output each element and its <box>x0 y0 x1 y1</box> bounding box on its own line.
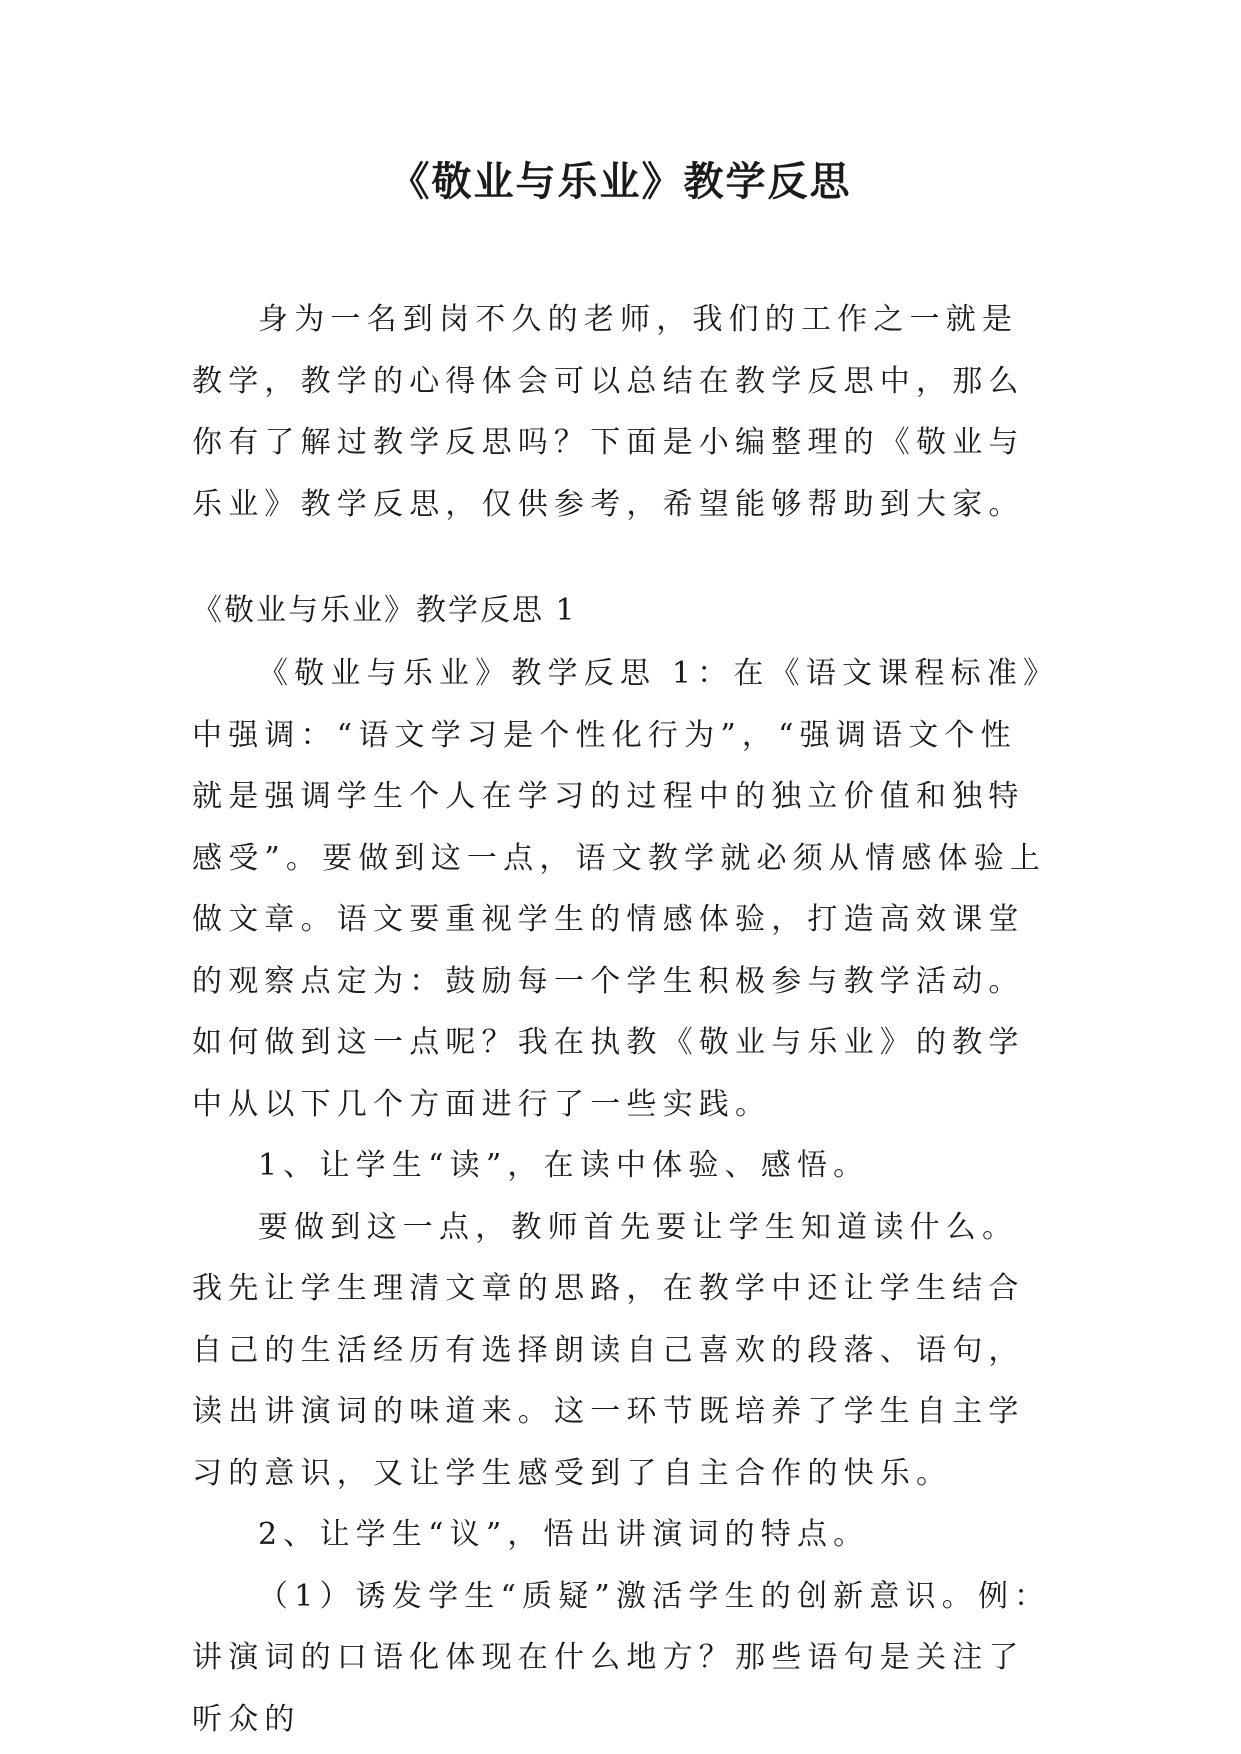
body-paragraph: 《敬业与乐业》教学反思 1：在《语文课程标准》中强调：“语文学习是个性化行为”，“强调语文个性就是强调学生个人在学习的过程中的独立价值和独特感受”。要做到这一点，语文教学就必须从情感体验上做文章。语文要重视学生的情感体验，打造高效课堂的观察点定为：鼓励每一个学生积极参与教学活动。如何做到这一点呢？我在执教《敬业与乐业》的教学中从以下几个方面进行了一些实践。 <box>192 656 1047 1122</box>
body-paragraph: 要做到这一点，教师首先要让学生知道读什么。我先让学生理清文章的思路，在教学中还让学生结合自己的生活经历有选择朗读自己喜欢的段落、语句，读出讲演词的味道来。这一环节既培养了学生自主学习的意识，又让学生感受到了自主合作的快乐。 <box>192 1209 1025 1491</box>
body-paragraph: 2、让学生“议”，悟出讲演词的特点。 <box>258 1517 870 1552</box>
intro-paragraph: 身为一名到岗不久的老师，我们的工作之一就是教学，教学的心得体会可以总结在教学反思中，那么你有了解过教学反思吗？下面是小编整理的《敬业与乐业》教学反思，仅供参考，希望能够帮助到大家。 <box>192 302 1025 522</box>
section-heading: 《敬业与乐业》教学反思 1 <box>192 593 577 628</box>
body-paragraph: 1、让学生“读”，在读中体验、感悟。 <box>258 1148 870 1183</box>
section-body <box>192 643 1052 1750</box>
document-title: 《敬业与乐业》教学反思 <box>389 159 852 205</box>
body-paragraph: （1）诱发学生“质疑”激活学生的创新意识。例：讲演词的口语化体现在什么地方？那些语句是关注了听众的 <box>192 1578 1051 1737</box>
